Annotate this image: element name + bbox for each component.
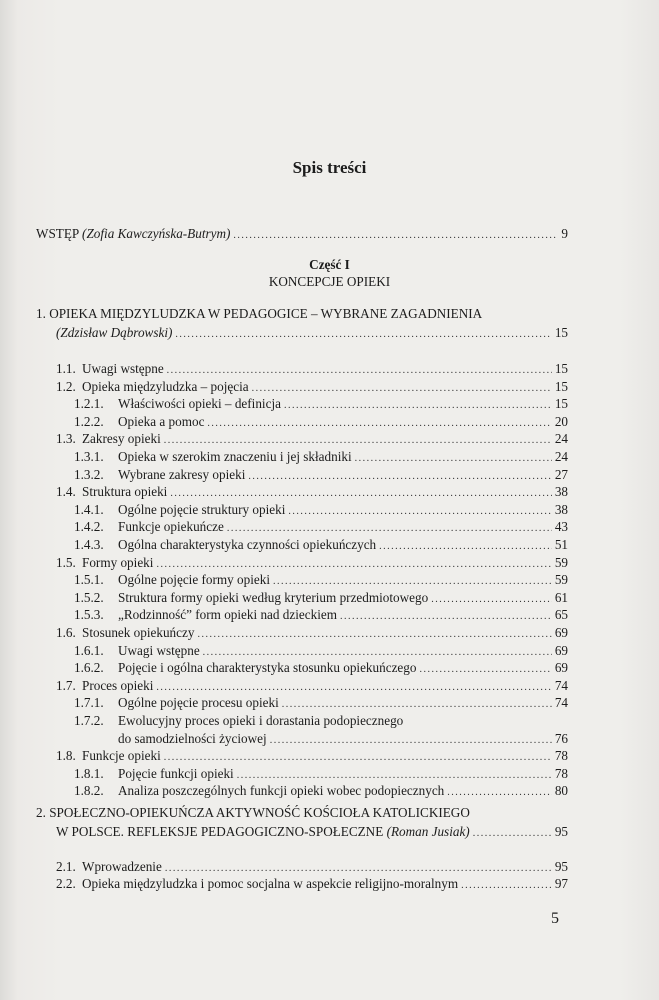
toc-entry-text: Struktura opieki	[82, 484, 168, 500]
toc-entry-text: Wybrane zakresy opieki	[118, 466, 246, 482]
toc-entry-page: 24	[554, 449, 568, 464]
toc-entry-page: 51	[554, 537, 568, 552]
chapter2-title-line2	[56, 824, 568, 842]
toc-entry-number: 1.3.2.	[74, 466, 104, 482]
leader-dots	[288, 504, 551, 520]
toc-entry-page: 27	[554, 466, 568, 482]
toc-entry-number: 1.7.1.	[74, 695, 104, 711]
toc-entry-page: 80	[554, 783, 568, 799]
leader-dots	[164, 750, 552, 766]
toc-entry-intro	[36, 226, 568, 244]
toc-entry-text: „Rodzinność” form opieki nad dzieckiem	[118, 607, 337, 623]
leader-dots	[175, 327, 551, 343]
toc-entry-text: Ewolucyjny proces opieki i dorastania podopiecznego	[118, 713, 404, 728]
toc-entry	[56, 379, 568, 397]
toc-entry-number: 1.5.	[56, 554, 76, 570]
chapter1-author: (Zdzisław Dąbrowski)	[56, 325, 173, 340]
toc-entry	[56, 555, 568, 573]
leader-dots	[284, 398, 552, 414]
toc-entry	[74, 643, 568, 661]
toc-entry	[74, 713, 568, 729]
leader-dots	[165, 861, 552, 877]
toc-entry-number: 1.6.1.	[74, 642, 104, 658]
toc-entry	[74, 695, 568, 713]
toc-entry-text: Funkcje opiekuńcze	[118, 519, 224, 535]
toc-title: Spis treści	[292, 158, 367, 177]
toc-entry-page: 69	[554, 625, 568, 640]
toc-entry-page: 20	[554, 413, 568, 429]
toc-entry	[118, 731, 568, 749]
toc-entry-page: 74	[554, 677, 568, 693]
toc-entry	[74, 572, 568, 590]
toc-entry	[74, 660, 568, 678]
toc-entry-page: 69	[554, 660, 568, 676]
toc-entry-page: 76	[554, 730, 568, 746]
toc-entry-text: Opieka a pomoc	[118, 413, 205, 429]
toc-entry	[56, 625, 568, 643]
toc-entry-page: 65	[554, 607, 568, 623]
leader-dots	[167, 363, 552, 379]
toc-entry-text: Zakresy opieki	[82, 431, 161, 447]
leader-dots	[197, 627, 551, 643]
toc-entry	[56, 484, 568, 502]
toc-entry-text: Struktura formy opieki według kryterium przedmiotowego	[118, 589, 429, 605]
chapter2-author: (Roman Jusiak)	[386, 824, 470, 839]
toc-entry-page: 95	[554, 859, 568, 874]
toc-entry-text: do samodzielności życiowej	[118, 730, 267, 746]
toc-entry-text: Formy opieki	[82, 554, 154, 570]
toc-entry-number: 1.4.	[56, 484, 76, 500]
leader-dots	[156, 680, 551, 696]
leader-dots	[164, 433, 552, 449]
toc-entry-number: 1.3.	[56, 431, 76, 447]
chapter2-title-text: W POLSCE. REFLEKSJE PEDAGOGICZNO-SPOŁECZNE	[56, 824, 384, 839]
toc-entry-page: 69	[554, 642, 568, 658]
toc-entry-number: 1.8.1.	[74, 765, 104, 781]
leader-dots	[203, 645, 552, 661]
toc-entry-number: 2.2.	[56, 876, 76, 891]
toc-entry	[56, 431, 568, 449]
leader-dots	[379, 539, 552, 555]
toc-entry	[74, 449, 568, 467]
leader-dots	[237, 768, 552, 784]
toc-entry-number: 1.2.2.	[74, 413, 104, 429]
toc-entry	[74, 607, 568, 625]
toc-entry-text: Opieka międzyludzka i pomoc socjalna w aspekcie religijno-moralnym	[82, 876, 459, 891]
toc-entry-text: Uwagi wstępne	[118, 642, 200, 658]
leader-dots	[227, 521, 552, 537]
toc-entry-number: 1.4.3.	[74, 537, 104, 552]
toc-entry-text: Ogólne pojęcie procesu opieki	[118, 695, 279, 711]
toc-entry	[56, 678, 568, 696]
toc-entry-number: 1.6.2.	[74, 660, 104, 676]
intro-author: (Zofia Kawczyńska-Butrym)	[82, 226, 231, 241]
toc-entry-text: Ogólne pojęcie formy opieki	[118, 572, 270, 588]
page-number: 5	[551, 910, 559, 927]
toc-entry-page: 24	[554, 431, 568, 447]
toc-entry-text: Proces opieki	[82, 677, 154, 693]
toc-entry-page: 74	[554, 695, 568, 711]
toc-entry	[74, 590, 568, 608]
leader-dots	[170, 486, 551, 502]
toc-entry-page: 38	[554, 484, 568, 500]
leader-dots	[252, 381, 552, 397]
toc-entry-text: Opieka międzyludzka – pojęcia	[82, 378, 249, 394]
intro-page: 9	[561, 226, 568, 241]
leader-dots	[233, 228, 558, 244]
toc-entry-number: 1.7.	[56, 677, 76, 693]
leader-dots	[248, 469, 551, 485]
toc-entry-page: 97	[554, 876, 568, 891]
toc-entry-text: Uwagi wstępne	[82, 361, 164, 376]
toc-entry-number: 1.5.1.	[74, 572, 104, 588]
part-name: KONCEPCJE OPIEKI	[268, 274, 391, 289]
toc-entry-number: 1.2.	[56, 378, 76, 394]
toc-entry	[74, 414, 568, 432]
toc-entry	[74, 783, 568, 801]
toc-entry	[74, 537, 568, 555]
leader-dots	[273, 574, 552, 590]
toc-entry-text: Pojęcie funkcji opieki	[118, 765, 234, 781]
chapter1-page: 15	[554, 325, 568, 340]
toc-entry-page: 15	[554, 396, 568, 412]
toc-entry-page: 38	[554, 501, 568, 517]
leader-dots	[340, 609, 552, 625]
toc-entry-page: 15	[554, 361, 568, 376]
toc-entry	[74, 502, 568, 520]
leader-dots	[282, 697, 552, 713]
toc-entry-text: Pojęcie i ogólna charakterystyka stosunku opiekuńczego	[118, 660, 417, 676]
toc-entry-number: 1.5.2.	[74, 589, 104, 605]
toc-entry	[74, 396, 568, 414]
toc-entry-page: 43	[554, 519, 568, 535]
chapter2-page: 95	[554, 824, 568, 839]
part-label: Część I	[309, 257, 350, 272]
toc-entry-page: 78	[554, 748, 568, 764]
toc-entry-number: 1.4.2.	[74, 519, 104, 535]
leader-dots	[156, 557, 551, 573]
toc-entry-number: 1.3.1.	[74, 449, 104, 464]
toc-entry-page: 59	[554, 572, 568, 588]
toc-entry-text: Opieka w szerokim znaczeniu i jej składniki	[118, 449, 352, 464]
toc-entry-page: 61	[554, 589, 568, 605]
toc-entry	[56, 859, 568, 877]
chapter1-author-line	[56, 325, 568, 343]
toc-entry-page: 15	[554, 378, 568, 394]
toc-entry-text: Analiza poszczególnych funkcji opieki wobec podopiecznych	[118, 783, 445, 799]
toc-entry-number: 1.4.1.	[74, 501, 104, 517]
toc-entry	[56, 748, 568, 766]
toc-entry-number: 2.1.	[56, 859, 76, 874]
toc-entry-page: 59	[554, 554, 568, 570]
toc-entry-number: 1.7.2.	[74, 713, 104, 728]
toc-entry	[74, 766, 568, 784]
leader-dots	[447, 785, 552, 801]
toc-entry-number: 1.8.	[56, 748, 76, 764]
toc-entry	[74, 467, 568, 485]
leader-dots	[431, 592, 552, 608]
chapter1-title: 1. OPIEKA MIĘDZYLUDZKA W PEDAGOGICE – WYBRANE ZAGADNIENIA	[36, 306, 483, 321]
leader-dots	[419, 662, 551, 678]
toc-entry-number: 1.1.	[56, 361, 76, 376]
toc-entry-number: 1.6.	[56, 625, 76, 640]
leader-dots	[270, 733, 552, 749]
chapter2-title-line1: 2. SPOŁECZNO-OPIEKUŃCZA AKTYWNOŚĆ KOŚCIOŁA KATOLICKIEGO	[36, 805, 470, 820]
toc-entry	[56, 876, 568, 894]
toc-entry-page: 78	[554, 765, 568, 781]
toc-entry-text: Ogólne pojęcie struktury opieki	[118, 501, 286, 517]
toc-entry-number: 1.2.1.	[74, 396, 104, 412]
toc-entry-text: Stosunek opiekuńczy	[82, 625, 195, 640]
leader-dots	[207, 416, 551, 432]
toc-entry-number: 1.5.3.	[74, 607, 104, 623]
toc-entry	[74, 519, 568, 537]
leader-dots	[461, 878, 552, 894]
leader-dots	[473, 826, 552, 842]
leader-dots	[355, 451, 552, 467]
toc-entry-text: Funkcje opieki	[82, 748, 161, 764]
toc-entry-text: Właściwości opieki – definicja	[118, 396, 281, 412]
toc-entry-text: Wprowadzenie	[82, 859, 162, 874]
toc-entry-text: Ogólna charakterystyka czynności opiekuńczych	[118, 537, 377, 552]
toc-entry-number: 1.8.2.	[74, 783, 104, 799]
toc-entry	[56, 361, 568, 379]
intro-label: WSTĘP	[36, 226, 79, 241]
